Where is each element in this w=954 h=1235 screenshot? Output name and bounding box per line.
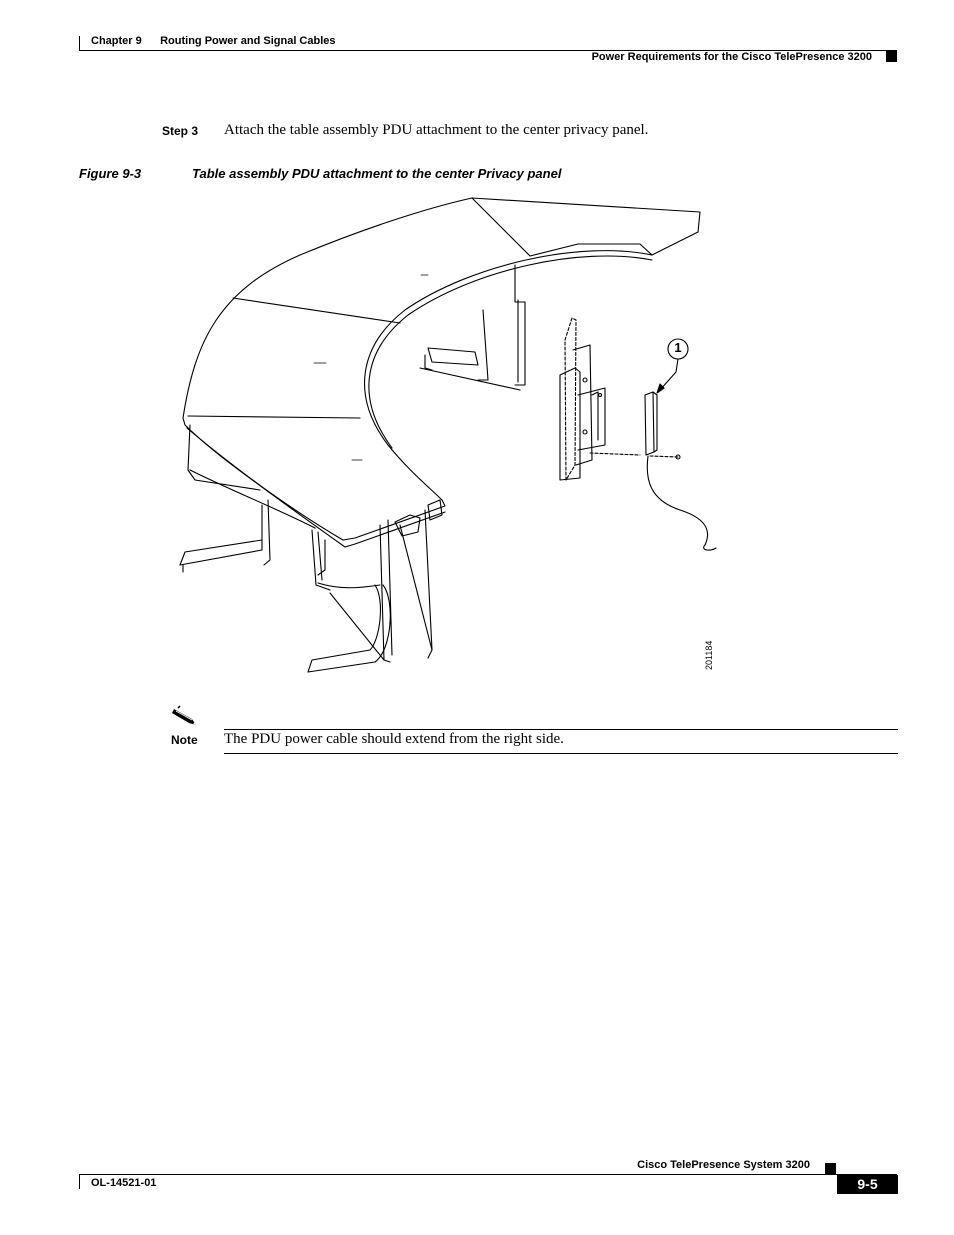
footer-rule xyxy=(79,1174,897,1175)
pencil-note-icon xyxy=(172,705,200,727)
figure-title: Table assembly PDU attachment to the center Privacy panel xyxy=(192,166,562,181)
note-rule-bottom xyxy=(224,753,898,754)
running-header-chapter xyxy=(91,35,336,47)
header-rule-vertical xyxy=(79,36,80,51)
note-text: The PDU power cable should extend from the right side. xyxy=(224,731,564,747)
footer-marker-block xyxy=(825,1163,836,1174)
figure-number: Figure 9-3 xyxy=(79,166,142,181)
page-number: 9-5 xyxy=(837,1175,898,1194)
figure-art-id xyxy=(700,632,724,672)
chapter-number: Chapter 9 xyxy=(91,35,142,47)
figure-art-id-text: 201184 xyxy=(704,640,714,670)
note-rule-top xyxy=(224,729,898,730)
chapter-title: Routing Power and Signal Cables xyxy=(160,35,336,47)
note-label: Note xyxy=(171,733,198,747)
table-assembly-illustration xyxy=(170,195,730,685)
step-label: Step 3 xyxy=(162,124,199,138)
footer-doc-title: Cisco TelePresence System 3200 xyxy=(637,1159,810,1171)
step-text: Attach the table assembly PDU attachment to the center privacy panel. xyxy=(224,122,649,138)
footer-rule-vertical xyxy=(79,1174,80,1189)
footer-doc-number: OL-14521-01 xyxy=(91,1177,157,1189)
header-marker-block xyxy=(886,51,897,62)
running-header-section: Power Requirements for the Cisco TelePresence 3200 xyxy=(591,51,872,63)
figure-callout-1: 1 xyxy=(674,340,682,355)
